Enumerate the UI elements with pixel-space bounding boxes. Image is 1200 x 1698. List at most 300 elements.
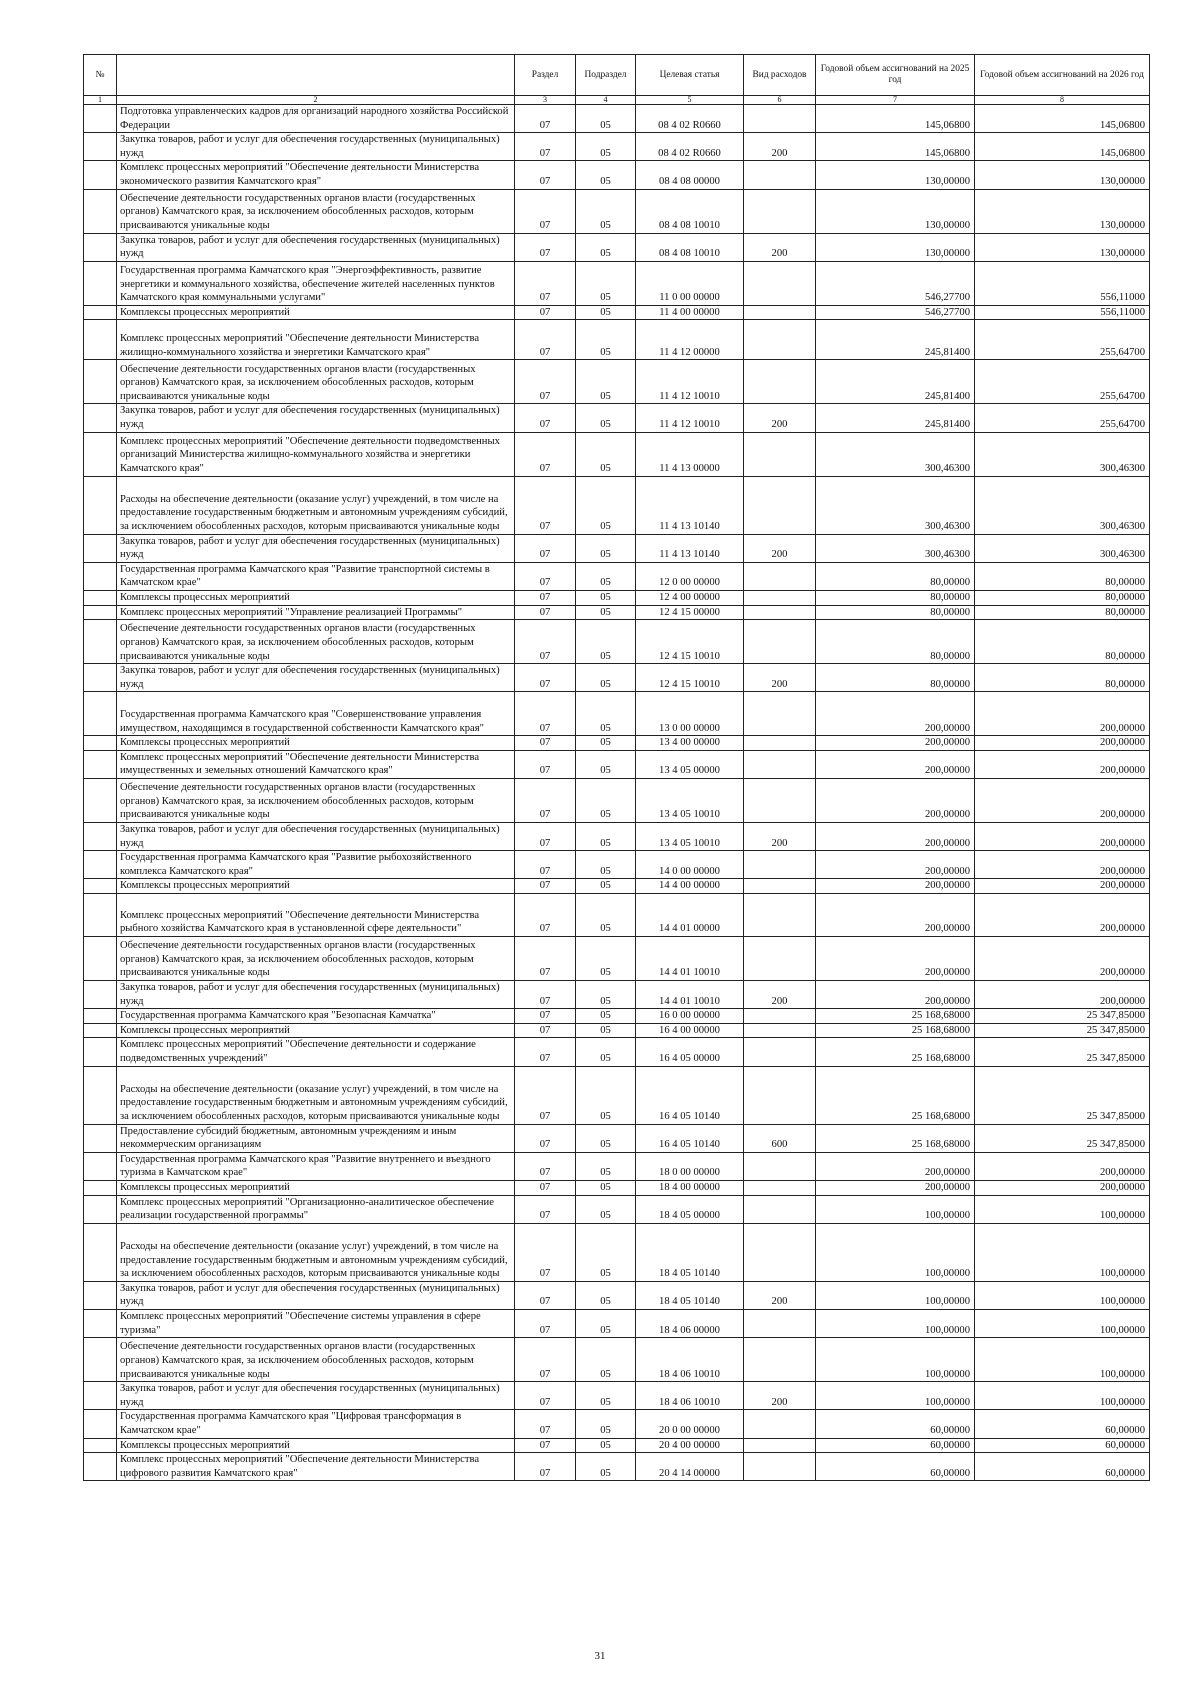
row-amount-2025: 200,00000 [816,894,975,937]
header-description [117,55,515,96]
row-amount-2025: 60,00000 [816,1438,975,1453]
row-razdel: 07 [515,1281,576,1309]
row-number-cell [84,1438,117,1453]
row-razdel: 07 [515,1410,576,1438]
row-amount-2025: 25 168,68000 [816,1009,975,1024]
row-expense-type [744,189,816,233]
row-razdel: 07 [515,1038,576,1066]
row-target-article: 18 4 00 00000 [636,1180,744,1195]
row-amount-2026: 130,00000 [975,233,1150,261]
row-expense-type: 200 [744,133,816,161]
row-description: Закупка товаров, работ и услуг для обеспечения государственных (муниципальных) нужд [117,981,515,1009]
row-razdel: 07 [515,1309,576,1337]
row-description: Закупка товаров, работ и услуг для обеспечения государственных (муниципальных) нужд [117,133,515,161]
table-row [84,1223,1150,1281]
row-razdel: 07 [515,404,576,432]
row-razdel: 07 [515,1180,576,1195]
row-description: Подготовка управленческих кадров для организаций народного хозяйства Российской Федерации [117,105,515,133]
row-number-cell [84,1195,117,1223]
table-row [84,1124,1150,1152]
row-expense-type [744,1066,816,1124]
row-target-article: 16 4 05 00000 [636,1038,744,1066]
row-amount-2025: 60,00000 [816,1453,975,1481]
row-number-cell [84,320,117,360]
table-row [84,562,1150,590]
row-amount-2025: 80,00000 [816,562,975,590]
row-amount-2026: 255,64700 [975,320,1150,360]
row-podrazdel: 05 [576,1382,636,1410]
row-razdel: 07 [515,233,576,261]
row-number-cell [84,1066,117,1124]
row-target-article: 13 4 05 10010 [636,823,744,851]
row-expense-type [744,605,816,620]
row-target-article: 18 4 05 10140 [636,1281,744,1309]
row-target-article: 12 4 15 10010 [636,664,744,692]
row-amount-2026: 25 347,85000 [975,1009,1150,1024]
row-description: Комплекс процессных мероприятий "Обеспечение деятельности Министерства рыбного хозяйства Камчатского края в установленной сфере деятельности" [117,894,515,937]
row-amount-2026: 100,00000 [975,1309,1150,1337]
row-description: Комплексы процессных мероприятий [117,736,515,751]
row-podrazdel: 05 [576,261,636,305]
row-description: Закупка товаров, работ и услуг для обеспечения государственных (муниципальных) нужд [117,1281,515,1309]
row-description: Обеспечение деятельности государственных органов власти (государственных органов) Камчатского края, за исключением обособленных расходов, которым присваиваются уникальные коды [117,1338,515,1382]
row-number-cell [84,105,117,133]
row-amount-2025: 100,00000 [816,1281,975,1309]
row-podrazdel: 05 [576,750,636,778]
row-amount-2025: 200,00000 [816,981,975,1009]
row-podrazdel: 05 [576,823,636,851]
row-target-article: 14 4 00 00000 [636,879,744,894]
row-razdel: 07 [515,1338,576,1382]
row-expense-type: 200 [744,1382,816,1410]
row-amount-2025: 200,00000 [816,937,975,981]
row-podrazdel: 05 [576,534,636,562]
row-target-article: 08 4 08 10010 [636,189,744,233]
row-number-cell [84,404,117,432]
row-target-article: 12 4 00 00000 [636,590,744,605]
row-expense-type [744,476,816,534]
row-razdel: 07 [515,605,576,620]
row-amount-2025: 300,46300 [816,476,975,534]
row-description: Закупка товаров, работ и услуг для обеспечения государственных (муниципальных) нужд [117,823,515,851]
row-amount-2025: 546,27700 [816,261,975,305]
row-expense-type [744,894,816,937]
row-target-article: 08 4 08 00000 [636,161,744,189]
row-number-cell [84,1309,117,1337]
row-razdel: 07 [515,823,576,851]
table-row [84,750,1150,778]
row-amount-2026: 80,00000 [975,562,1150,590]
row-podrazdel: 05 [576,664,636,692]
row-target-article: 14 4 01 10010 [636,981,744,1009]
row-expense-type: 200 [744,664,816,692]
row-number-cell [84,534,117,562]
row-podrazdel: 05 [576,360,636,404]
row-razdel: 07 [515,562,576,590]
row-target-article: 12 4 15 10010 [636,620,744,664]
row-amount-2026: 200,00000 [975,736,1150,751]
row-number-cell [84,590,117,605]
row-amount-2026: 556,11000 [975,305,1150,320]
row-target-article: 18 4 06 10010 [636,1338,744,1382]
row-number-cell [84,1453,117,1481]
row-number-cell [84,189,117,233]
row-number-cell [84,1023,117,1038]
row-number-cell [84,1009,117,1024]
row-amount-2025: 300,46300 [816,534,975,562]
row-amount-2025: 80,00000 [816,620,975,664]
row-number-cell [84,305,117,320]
row-razdel: 07 [515,1124,576,1152]
row-podrazdel: 05 [576,1124,636,1152]
row-razdel: 07 [515,1382,576,1410]
row-amount-2025: 60,00000 [816,1410,975,1438]
colnum-8: 8 [975,96,1150,105]
row-description: Государственная программа Камчатского края "Развитие транспортной системы в Камчатском крае" [117,562,515,590]
row-podrazdel: 05 [576,1338,636,1382]
row-amount-2025: 200,00000 [816,879,975,894]
row-description: Комплекс процессных мероприятий "Обеспечение деятельности и содержание подведомственных учреждений" [117,1038,515,1066]
row-target-article: 14 4 01 00000 [636,894,744,937]
header-number: № [84,55,117,96]
table-row [84,1180,1150,1195]
row-expense-type [744,305,816,320]
row-description: Закупка товаров, работ и услуг для обеспечения государственных (муниципальных) нужд [117,664,515,692]
row-razdel: 07 [515,894,576,937]
row-description: Обеспечение деятельности государственных органов власти (государственных органов) Камчатского края, за исключением обособленных расходов, которым присваиваются уникальные коды [117,779,515,823]
table-row [84,360,1150,404]
row-podrazdel: 05 [576,620,636,664]
row-target-article: 11 4 12 10010 [636,404,744,432]
row-description: Комплекс процессных мероприятий "Обеспечение деятельности Министерства экономического развития Камчатского края" [117,161,515,189]
row-description: Государственная программа Камчатского края "Цифровая трансформация в Камчатском крае" [117,1410,515,1438]
row-target-article: 16 4 05 10140 [636,1124,744,1152]
budget-page [83,54,1149,1481]
row-podrazdel: 05 [576,133,636,161]
row-number-cell [84,1152,117,1180]
row-podrazdel: 05 [576,105,636,133]
table-row [84,1453,1150,1481]
table-row [84,320,1150,360]
row-podrazdel: 05 [576,692,636,736]
row-description: Государственная программа Камчатского края "Совершенствование управления имуществом, находящимся в государственной собственности Камчатского края" [117,692,515,736]
row-amount-2026: 130,00000 [975,161,1150,189]
row-amount-2026: 255,64700 [975,404,1150,432]
row-description: Государственная программа Камчатского края "Развитие внутреннего и въездного туризма в Камчатском крае" [117,1152,515,1180]
row-expense-type: 200 [744,404,816,432]
row-number-cell [84,360,117,404]
row-amount-2026: 100,00000 [975,1382,1150,1410]
row-razdel: 07 [515,620,576,664]
row-target-article: 14 0 00 00000 [636,851,744,879]
row-amount-2026: 200,00000 [975,937,1150,981]
row-number-cell [84,1410,117,1438]
row-description: Расходы на обеспечение деятельности (оказание услуг) учреждений, в том числе на предоставление государственным бюджетным и автономным учреждениям субсидий, за исключением обособленных расходов, которым присваиваются уникальные коды [117,476,515,534]
row-amount-2025: 200,00000 [816,779,975,823]
row-expense-type: 600 [744,1124,816,1152]
table-row [84,1066,1150,1124]
row-target-article: 20 4 00 00000 [636,1438,744,1453]
table-row [84,692,1150,736]
row-amount-2026: 60,00000 [975,1453,1150,1481]
row-target-article: 13 4 05 00000 [636,750,744,778]
table-row [84,1438,1150,1453]
colnum-4: 4 [576,96,636,105]
row-podrazdel: 05 [576,1023,636,1038]
row-target-article: 08 4 08 10010 [636,233,744,261]
row-target-article: 20 4 14 00000 [636,1453,744,1481]
row-razdel: 07 [515,879,576,894]
row-podrazdel: 05 [576,432,636,476]
row-target-article: 11 4 12 10010 [636,360,744,404]
row-description: Расходы на обеспечение деятельности (оказание услуг) учреждений, в том числе на предоставление государственным бюджетным и автономным учреждениям субсидий, за исключением обособленных расходов, которым присваиваются уникальные коды [117,1223,515,1281]
row-podrazdel: 05 [576,1152,636,1180]
row-target-article: 18 4 06 00000 [636,1309,744,1337]
colnum-5: 5 [636,96,744,105]
row-target-article: 11 4 13 10140 [636,534,744,562]
row-expense-type [744,1223,816,1281]
row-podrazdel: 05 [576,879,636,894]
row-number-cell [84,1223,117,1281]
row-razdel: 07 [515,476,576,534]
row-description: Государственная программа Камчатского края "Безопасная Камчатка" [117,1009,515,1024]
row-expense-type [744,779,816,823]
row-podrazdel: 05 [576,233,636,261]
row-target-article: 12 4 15 00000 [636,605,744,620]
row-number-cell [84,750,117,778]
row-amount-2026: 200,00000 [975,692,1150,736]
row-amount-2026: 25 347,85000 [975,1023,1150,1038]
row-amount-2026: 60,00000 [975,1410,1150,1438]
row-description: Комплексы процессных мероприятий [117,1438,515,1453]
row-target-article: 18 0 00 00000 [636,1152,744,1180]
row-amount-2026: 25 347,85000 [975,1124,1150,1152]
table-row [84,894,1150,937]
row-amount-2026: 60,00000 [975,1438,1150,1453]
row-description: Комплексы процессных мероприятий [117,305,515,320]
row-amount-2026: 100,00000 [975,1281,1150,1309]
row-number-cell [84,161,117,189]
colnum-7: 7 [816,96,975,105]
row-amount-2025: 25 168,68000 [816,1124,975,1152]
row-amount-2025: 200,00000 [816,851,975,879]
row-expense-type [744,360,816,404]
row-description: Комплекс процессных мероприятий "Управление реализацией Программы" [117,605,515,620]
row-number-cell [84,1180,117,1195]
row-amount-2026: 200,00000 [975,779,1150,823]
row-podrazdel: 05 [576,476,636,534]
row-podrazdel: 05 [576,305,636,320]
row-amount-2026: 130,00000 [975,189,1150,233]
row-amount-2025: 200,00000 [816,1152,975,1180]
colnum-2: 2 [117,96,515,105]
row-number-cell [84,1338,117,1382]
row-number-cell [84,937,117,981]
row-number-cell [84,432,117,476]
row-description: Комплексы процессных мероприятий [117,1023,515,1038]
row-number-cell [84,1038,117,1066]
row-amount-2025: 200,00000 [816,750,975,778]
row-target-article: 16 4 00 00000 [636,1023,744,1038]
row-razdel: 07 [515,133,576,161]
row-amount-2026: 200,00000 [975,1180,1150,1195]
row-razdel: 07 [515,432,576,476]
row-expense-type [744,1152,816,1180]
row-podrazdel: 05 [576,1410,636,1438]
row-expense-type [744,1009,816,1024]
table-row [84,534,1150,562]
row-target-article: 11 4 13 00000 [636,432,744,476]
row-amount-2025: 100,00000 [816,1338,975,1382]
row-razdel: 07 [515,1195,576,1223]
row-podrazdel: 05 [576,1180,636,1195]
header-amount-2026: Годовой объем ассигнований на 2026 год [975,55,1150,96]
row-target-article: 13 4 05 10010 [636,779,744,823]
row-amount-2026: 25 347,85000 [975,1066,1150,1124]
row-target-article: 16 4 05 10140 [636,1066,744,1124]
row-amount-2025: 25 168,68000 [816,1066,975,1124]
row-description: Закупка товаров, работ и услуг для обеспечения государственных (муниципальных) нужд [117,534,515,562]
row-podrazdel: 05 [576,1009,636,1024]
table-row [84,1038,1150,1066]
row-expense-type [744,1038,816,1066]
row-target-article: 08 4 02 R0660 [636,133,744,161]
row-number-cell [84,261,117,305]
colnum-1: 1 [84,96,117,105]
row-podrazdel: 05 [576,320,636,360]
row-number-cell [84,779,117,823]
table-row [84,404,1150,432]
row-expense-type [744,105,816,133]
row-amount-2025: 100,00000 [816,1309,975,1337]
row-description: Комплекс процессных мероприятий "Организационно-аналитическое обеспечение реализации государственной программы" [117,1195,515,1223]
table-row [84,1195,1150,1223]
row-amount-2026: 200,00000 [975,1152,1150,1180]
row-razdel: 07 [515,1152,576,1180]
row-number-cell [84,981,117,1009]
row-description: Государственная программа Камчатского края "Энергоэффективность, развитие энергетики и коммунального хозяйства, обеспечение жителей населенных пунктов Камчатского края коммунальными услугами" [117,261,515,305]
row-razdel: 07 [515,590,576,605]
row-expense-type [744,1438,816,1453]
row-amount-2026: 100,00000 [975,1338,1150,1382]
header-amount-2025: Годовой объем ассигнований на 2025 год [816,55,975,96]
row-expense-type: 200 [744,1281,816,1309]
row-target-article: 14 4 01 10010 [636,937,744,981]
row-razdel: 07 [515,534,576,562]
table-row [84,981,1150,1009]
row-number-cell [84,851,117,879]
header-razdel: Раздел [515,55,576,96]
row-amount-2025: 130,00000 [816,161,975,189]
row-amount-2025: 130,00000 [816,233,975,261]
row-podrazdel: 05 [576,736,636,751]
row-description: Предоставление субсидий бюджетным, автономным учреждениям и иным некоммерческим организациям [117,1124,515,1152]
row-amount-2026: 556,11000 [975,261,1150,305]
row-number-cell [84,823,117,851]
row-target-article: 18 4 06 10010 [636,1382,744,1410]
row-expense-type [744,937,816,981]
row-amount-2026: 300,46300 [975,534,1150,562]
row-expense-type [744,590,816,605]
row-razdel: 07 [515,189,576,233]
row-amount-2025: 100,00000 [816,1223,975,1281]
budget-table [83,54,1150,1481]
row-target-article: 18 4 05 10140 [636,1223,744,1281]
row-number-cell [84,1281,117,1309]
row-number-cell [84,879,117,894]
row-razdel: 07 [515,1453,576,1481]
row-number-cell [84,1124,117,1152]
row-amount-2025: 80,00000 [816,664,975,692]
page-number: 31 [594,1650,606,1662]
row-amount-2025: 200,00000 [816,736,975,751]
row-number-cell [84,1382,117,1410]
row-razdel: 07 [515,937,576,981]
header-podrazdel: Подраздел [576,55,636,96]
row-expense-type [744,1453,816,1481]
table-row [84,590,1150,605]
row-amount-2025: 245,81400 [816,404,975,432]
row-expense-type [744,1195,816,1223]
row-razdel: 07 [515,105,576,133]
table-row [84,432,1150,476]
row-podrazdel: 05 [576,605,636,620]
row-amount-2026: 200,00000 [975,981,1150,1009]
row-amount-2026: 200,00000 [975,750,1150,778]
row-podrazdel: 05 [576,161,636,189]
row-description: Закупка товаров, работ и услуг для обеспечения государственных (муниципальных) нужд [117,404,515,432]
table-body [84,105,1150,1481]
row-podrazdel: 05 [576,1453,636,1481]
row-podrazdel: 05 [576,1038,636,1066]
row-target-article: 08 4 02 R0660 [636,105,744,133]
row-amount-2026: 25 347,85000 [975,1038,1150,1066]
table-row [84,1410,1150,1438]
row-amount-2026: 200,00000 [975,894,1150,937]
row-expense-type [744,692,816,736]
row-expense-type [744,750,816,778]
table-row [84,879,1150,894]
table-row [84,1338,1150,1382]
row-expense-type [744,1338,816,1382]
row-podrazdel: 05 [576,404,636,432]
table-row [84,736,1150,751]
row-description: Комплексы процессных мероприятий [117,1180,515,1195]
table-row [84,620,1150,664]
row-description: Обеспечение деятельности государственных органов власти (государственных органов) Камчатского края, за исключением обособленных расходов, которым присваиваются уникальные коды [117,360,515,404]
row-razdel: 07 [515,320,576,360]
row-amount-2025: 130,00000 [816,189,975,233]
row-number-cell [84,692,117,736]
table-row [84,133,1150,161]
row-description: Закупка товаров, работ и услуг для обеспечения государственных (муниципальных) нужд [117,233,515,261]
table-row [84,105,1150,133]
row-expense-type [744,432,816,476]
table-row [84,1023,1150,1038]
row-target-article: 12 0 00 00000 [636,562,744,590]
row-podrazdel: 05 [576,779,636,823]
row-amount-2025: 25 168,68000 [816,1023,975,1038]
row-podrazdel: 05 [576,937,636,981]
table-header [84,55,1150,105]
row-target-article: 16 0 00 00000 [636,1009,744,1024]
row-number-cell [84,894,117,937]
table-row [84,1309,1150,1337]
table-row [84,851,1150,879]
row-amount-2026: 145,06800 [975,105,1150,133]
row-description: Комплекс процессных мероприятий "Обеспечение деятельности Министерства жилищно-коммунального хозяйства и энергетики Камчатского края" [117,320,515,360]
row-amount-2025: 245,81400 [816,320,975,360]
